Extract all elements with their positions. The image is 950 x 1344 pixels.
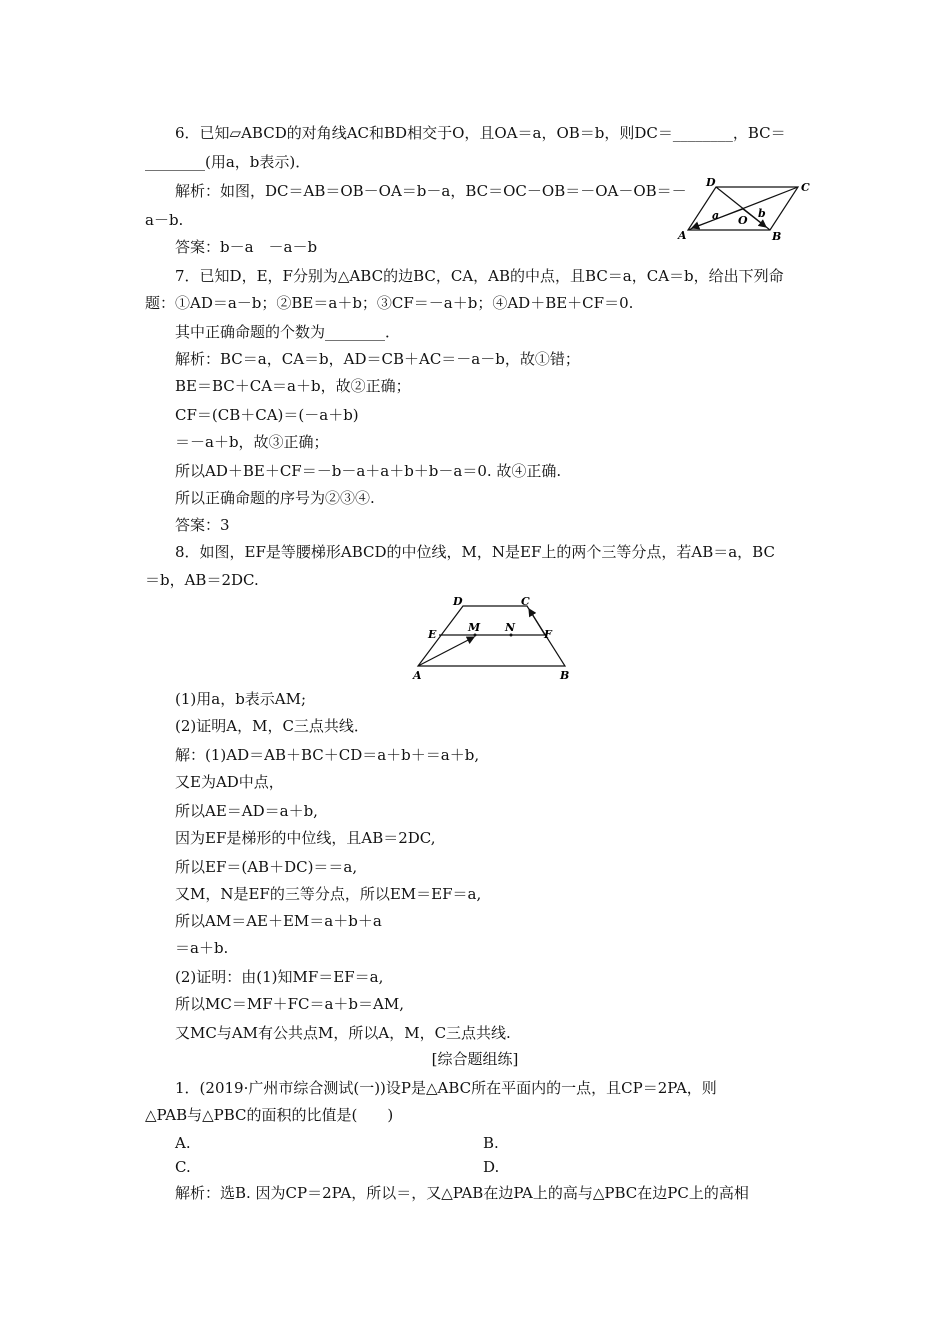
- fig8-label-E: E: [428, 628, 437, 641]
- q1-stem-line1: 1．(2019·广州市综合测试(一))设P是△ABC所在平面内的一点，且CP＝2PA，则: [175, 1079, 717, 1097]
- q7-solution-line5: 所以AD＋BE＋CF＝－b－a＋a＋b＋b－a＝0. 故④正确.: [175, 462, 562, 480]
- fig6-label-b: b: [758, 207, 766, 220]
- q7-solution-line6: 所以正确命题的序号为②③④.: [175, 489, 375, 507]
- fig6-label-B: B: [772, 230, 782, 243]
- q6-solution-line2: a－b.: [145, 211, 184, 229]
- q6-stem-line1: 6．已知▱ABCD的对角线AC和BD相交于O，且OA＝a，OB＝b，则DC＝________，BC＝: [175, 124, 786, 142]
- q8-stem-line1: 8．如图，EF是等腰梯形ABCD的中位线，M，N是EF上的两个三等分点，若AB＝a，BC: [175, 543, 775, 561]
- q8-solution-line9: (2)证明：由(1)知MF＝EF＝a,: [175, 968, 384, 986]
- q7-answer: 答案：3: [175, 516, 230, 534]
- trapezoid-figure: [408, 592, 574, 684]
- parallelogram-figure: [672, 172, 820, 246]
- q8-solution-line6: 又M，N是EF的三等分点，所以EM＝EF＝a,: [175, 885, 482, 903]
- q8-part1: (1)用a，b表示AM;: [175, 690, 307, 708]
- q8-solution-line4: 因为EF是梯形的中位线，且AB＝2DC,: [175, 829, 436, 847]
- fig8-label-C: C: [521, 595, 530, 608]
- q8-solution-line7: 所以AM＝AE＋EM＝a＋b＋a: [175, 912, 382, 930]
- q8-stem-line2: ＝b，AB＝2DC.: [145, 571, 259, 589]
- q7-stem-line1: 7．已知D，E，F分别为△ABC的边BC，CA，AB的中点，且BC＝a，CA＝b，给出下列命: [175, 267, 784, 285]
- q7-solution-line3: CF＝(CB＋CA)＝(－a＋b): [175, 406, 359, 424]
- fig6-label-C: C: [801, 181, 810, 194]
- q6-stem-line2: ________(用a，b表示)．: [145, 153, 311, 171]
- q8-solution-line1: 解：(1)AD＝AB＋BC＋CD＝a＋b＋＝a＋b,: [175, 746, 480, 764]
- q8-solution-line10: 所以MC＝MF＋FC＝a＋b＝AM,: [175, 995, 404, 1013]
- q1-option-c: C.: [175, 1158, 191, 1176]
- q6-answer: 答案：b－a －a－b: [175, 238, 318, 256]
- q8-solution-line8: ＝a＋b.: [175, 939, 229, 957]
- fig8-label-M: M: [468, 621, 481, 634]
- q8-solution-line2: 又E为AD中点，: [175, 773, 284, 791]
- q1-stem-line2: △PAB与△PBC的面积的比值是( ): [145, 1106, 394, 1124]
- q1-option-d: D.: [483, 1158, 500, 1176]
- fig6-label-D: D: [706, 176, 716, 189]
- fig6-label-a: a: [712, 209, 720, 222]
- fig8-label-B: B: [560, 669, 570, 682]
- fig8-label-A: A: [413, 669, 422, 682]
- q6-solution-line1: 解析：如图，DC＝AB＝OB－OA＝b－a，BC＝OC－OB＝－OA－OB＝－: [175, 182, 687, 200]
- fig8-label-N: N: [505, 621, 516, 634]
- section-heading: [综合题组练]: [431, 1050, 519, 1068]
- q7-solution-line1: 解析：BC＝a，CA＝b，AD＝CB＋AC＝－a－b，故①错；: [175, 350, 580, 368]
- fig8-label-D: D: [453, 595, 463, 608]
- q7-stem-line2: 题：①AD＝a－b；②BE＝a＋b；③CF＝－a＋b；④AD＋BE＋CF＝0.: [145, 294, 634, 312]
- q8-part2: (2)证明A，M，C三点共线．: [175, 717, 369, 735]
- q8-solution-line11: 又MC与AM有公共点M，所以A，M，C三点共线.: [175, 1024, 511, 1042]
- fig8-label-F: F: [544, 628, 552, 641]
- q1-option-a: A.: [175, 1134, 191, 1152]
- fig6-label-O: O: [738, 214, 748, 227]
- q7-solution-line4: ＝－a＋b，故③正确；: [175, 433, 329, 451]
- fig6-label-A: A: [678, 229, 687, 242]
- q8-solution-line3: 所以AE＝AD＝a＋b,: [175, 802, 318, 820]
- q1-solution: 解析：选B. 因为CP＝2PA，所以＝，又△PAB在边PA上的高与△PBC在边PC上的高相: [175, 1184, 749, 1202]
- q8-solution-line5: 所以EF＝(AB＋DC)＝＝a,: [175, 858, 358, 876]
- q7-stem-line3: 其中正确命题的个数为________．: [175, 323, 401, 341]
- q7-solution-line2: BE＝BC＋CA＝a＋b，故②正确；: [175, 377, 411, 395]
- q1-option-b: B.: [483, 1134, 499, 1152]
